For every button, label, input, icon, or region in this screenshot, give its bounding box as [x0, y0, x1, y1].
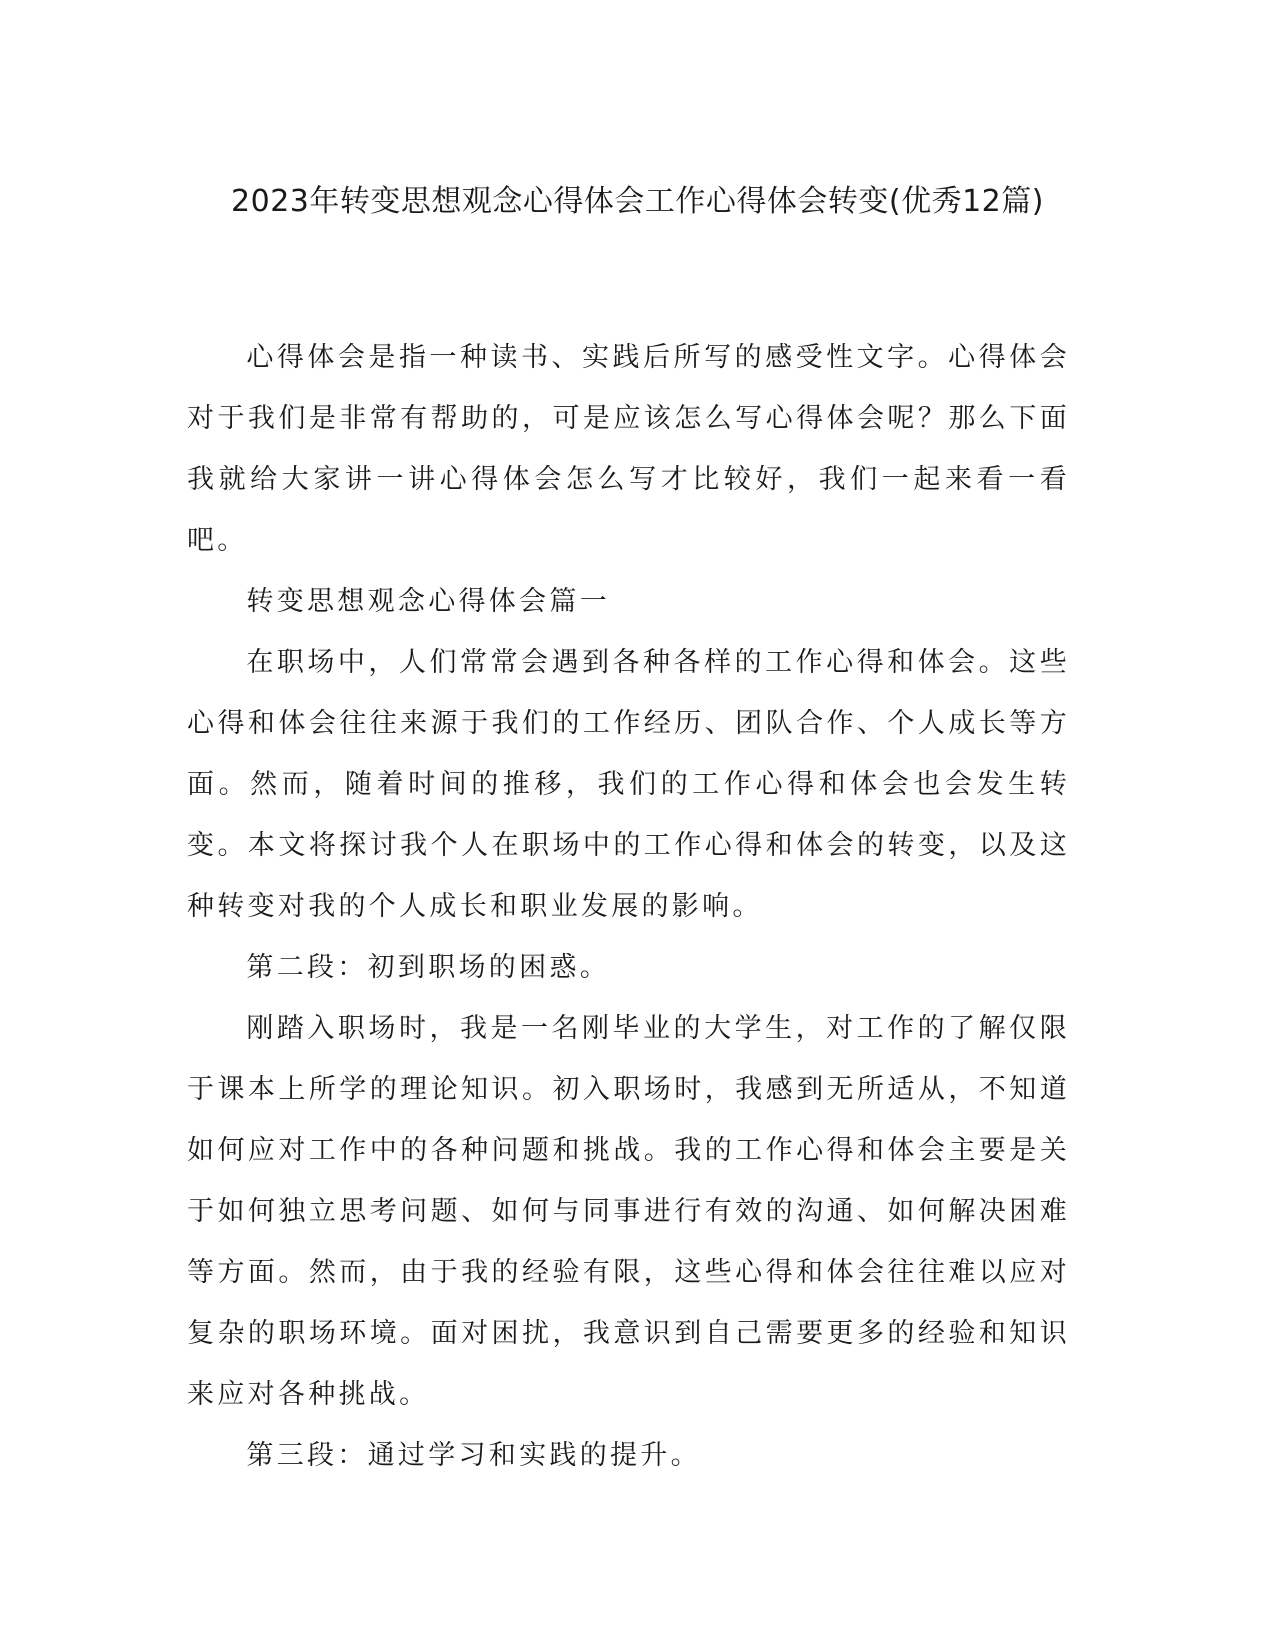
section-heading-second-part: 第二段：初到职场的困惑。 — [246, 952, 610, 983]
body-paragraph-first-section: 在职场中，人们常常会遇到各种各样的工作心得和体会。这些心得和体会往往来源于我们的工作经历、团队合作、个人成长等方面。然而，随着时间的推移，我们的工作心得和体会也会发生转变。本文将探讨我个人在职场中的工作心得和体会的转变，以及这种转变对我的个人成长和职业发展的影响。 — [187, 647, 1070, 922]
document-body — [187, 327, 1070, 1486]
intro-paragraph: 心得体会是指一种读书、实践后所写的感受性文字。心得体会对于我们是非常有帮助的，可是应该怎么写心得体会呢？那么下面我就给大家讲一讲心得体会怎么写才比较好，我们一起来看一看吧。 — [187, 342, 1070, 556]
section-heading-third-part: 第三段：通过学习和实践的提升。 — [246, 1440, 701, 1471]
section-heading-part-one: 转变思想观念心得体会篇一 — [246, 586, 610, 617]
document-title: 2023年转变思想观念心得体会工作心得体会转变(优秀12篇) — [231, 184, 1044, 219]
body-paragraph-second-section: 刚踏入职场时，我是一名刚毕业的大学生，对工作的了解仅限于课本上所学的理论知识。初入职场时，我感到无所适从，不知道如何应对工作中的各种问题和挑战。我的工作心得和体会主要是关于如何独立思考问题、如何与同事进行有效的沟通、如何解决困难等方面。然而，由于我的经验有限，这些心得和体会往往难以应对复杂的职场环境。面对困扰，我意识到自己需要更多的经验和知识来应对各种挑战。 — [187, 1013, 1070, 1410]
